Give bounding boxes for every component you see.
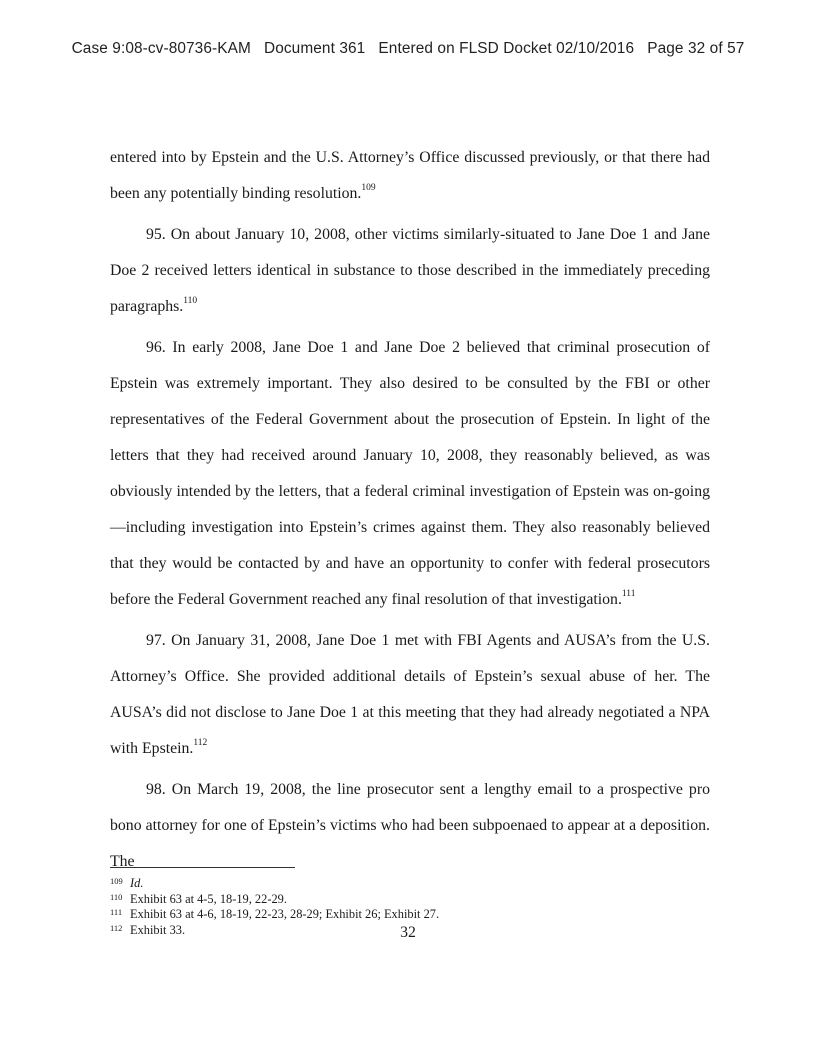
footnote-ref: 112 bbox=[193, 737, 208, 748]
paragraph-97 bbox=[110, 623, 710, 767]
paragraph-text: 95. On about January 10, 2008, other victims similarly-situated to Jane Doe 1 and Jane Doe 2 received letters identical in substance to those described in the immediately preceding paragraphs. bbox=[110, 226, 710, 315]
footnote-number: 109 bbox=[110, 876, 123, 886]
footnote-number: 111 bbox=[110, 907, 123, 918]
footnote-text: Exhibit 33. bbox=[130, 922, 186, 937]
paragraph-text: 96. In early 2008, Jane Doe 1 and Jane Doe 2 believed that criminal prosecution of Epstein was extremely important. They also desired to be consulted by the FBI or other representatives of the Federal Government about the prosecution of Epstein. In light of the letters that they had received around January 10, 2008, they reasonably believed, as was obviously intended by the letters, that a federal criminal investigation of Epstein was on-going—including investigation into Epstein’s crimes against them. They also reasonably believed that they would be contacted by and have an opportunity to confer with federal prosecutors before the Federal Government reached any final resolution of that investigation. bbox=[110, 339, 710, 608]
document-body bbox=[110, 140, 710, 885]
case-header: Case 9:08-cv-80736-KAM Document 361 Entered on FLSD Docket 02/10/2016 Page 32 of 57 bbox=[71, 40, 745, 57]
paragraph-text: 98. On March 19, 2008, the line prosecutor sent a lengthy email to a prospective pro bono attorney for one of Epstein’s victims who had been subpoenaed to appear at a deposition. The bbox=[110, 781, 710, 870]
footnote-text: Exhibit 63 at 4-6, 18-19, 22-23, 28-29; Exhibit 26; Exhibit 27. bbox=[130, 907, 440, 922]
footnote-ref: 111 bbox=[621, 588, 636, 599]
footnote-separator bbox=[110, 867, 295, 868]
footnote-text: Id. bbox=[130, 876, 144, 890]
footnote-text: Exhibit 63 at 4-5, 18-19, 22-29. bbox=[130, 891, 287, 906]
footnote-ref: 110 bbox=[183, 295, 198, 306]
paragraph-98 bbox=[110, 772, 710, 880]
footnote-number: 110 bbox=[110, 891, 123, 902]
paragraph-continuation bbox=[110, 140, 710, 212]
footnote-number: 112 bbox=[110, 922, 123, 933]
paragraph-text: entered into by Epstein and the U.S. Attorney’s Office discussed previously, or that there had been any potentially binding resolution. bbox=[110, 149, 710, 202]
footnote bbox=[110, 892, 710, 908]
footnote bbox=[110, 907, 710, 923]
paragraph-95 bbox=[110, 217, 710, 325]
paragraph-96 bbox=[110, 330, 710, 618]
paragraph-text: 97. On January 31, 2008, Jane Doe 1 met with FBI Agents and AUSA’s from the U.S. Attorney’s Office. She provided additional details of Epstein’s sexual abuse of her. The AUSA’s did not disclose to Jane Doe 1 at this meeting that they had already negotiated a NPA with Epstein. bbox=[110, 632, 710, 757]
footnote bbox=[110, 876, 710, 892]
page-number: 32 bbox=[400, 924, 416, 941]
footnote-ref: 109 bbox=[361, 182, 376, 193]
